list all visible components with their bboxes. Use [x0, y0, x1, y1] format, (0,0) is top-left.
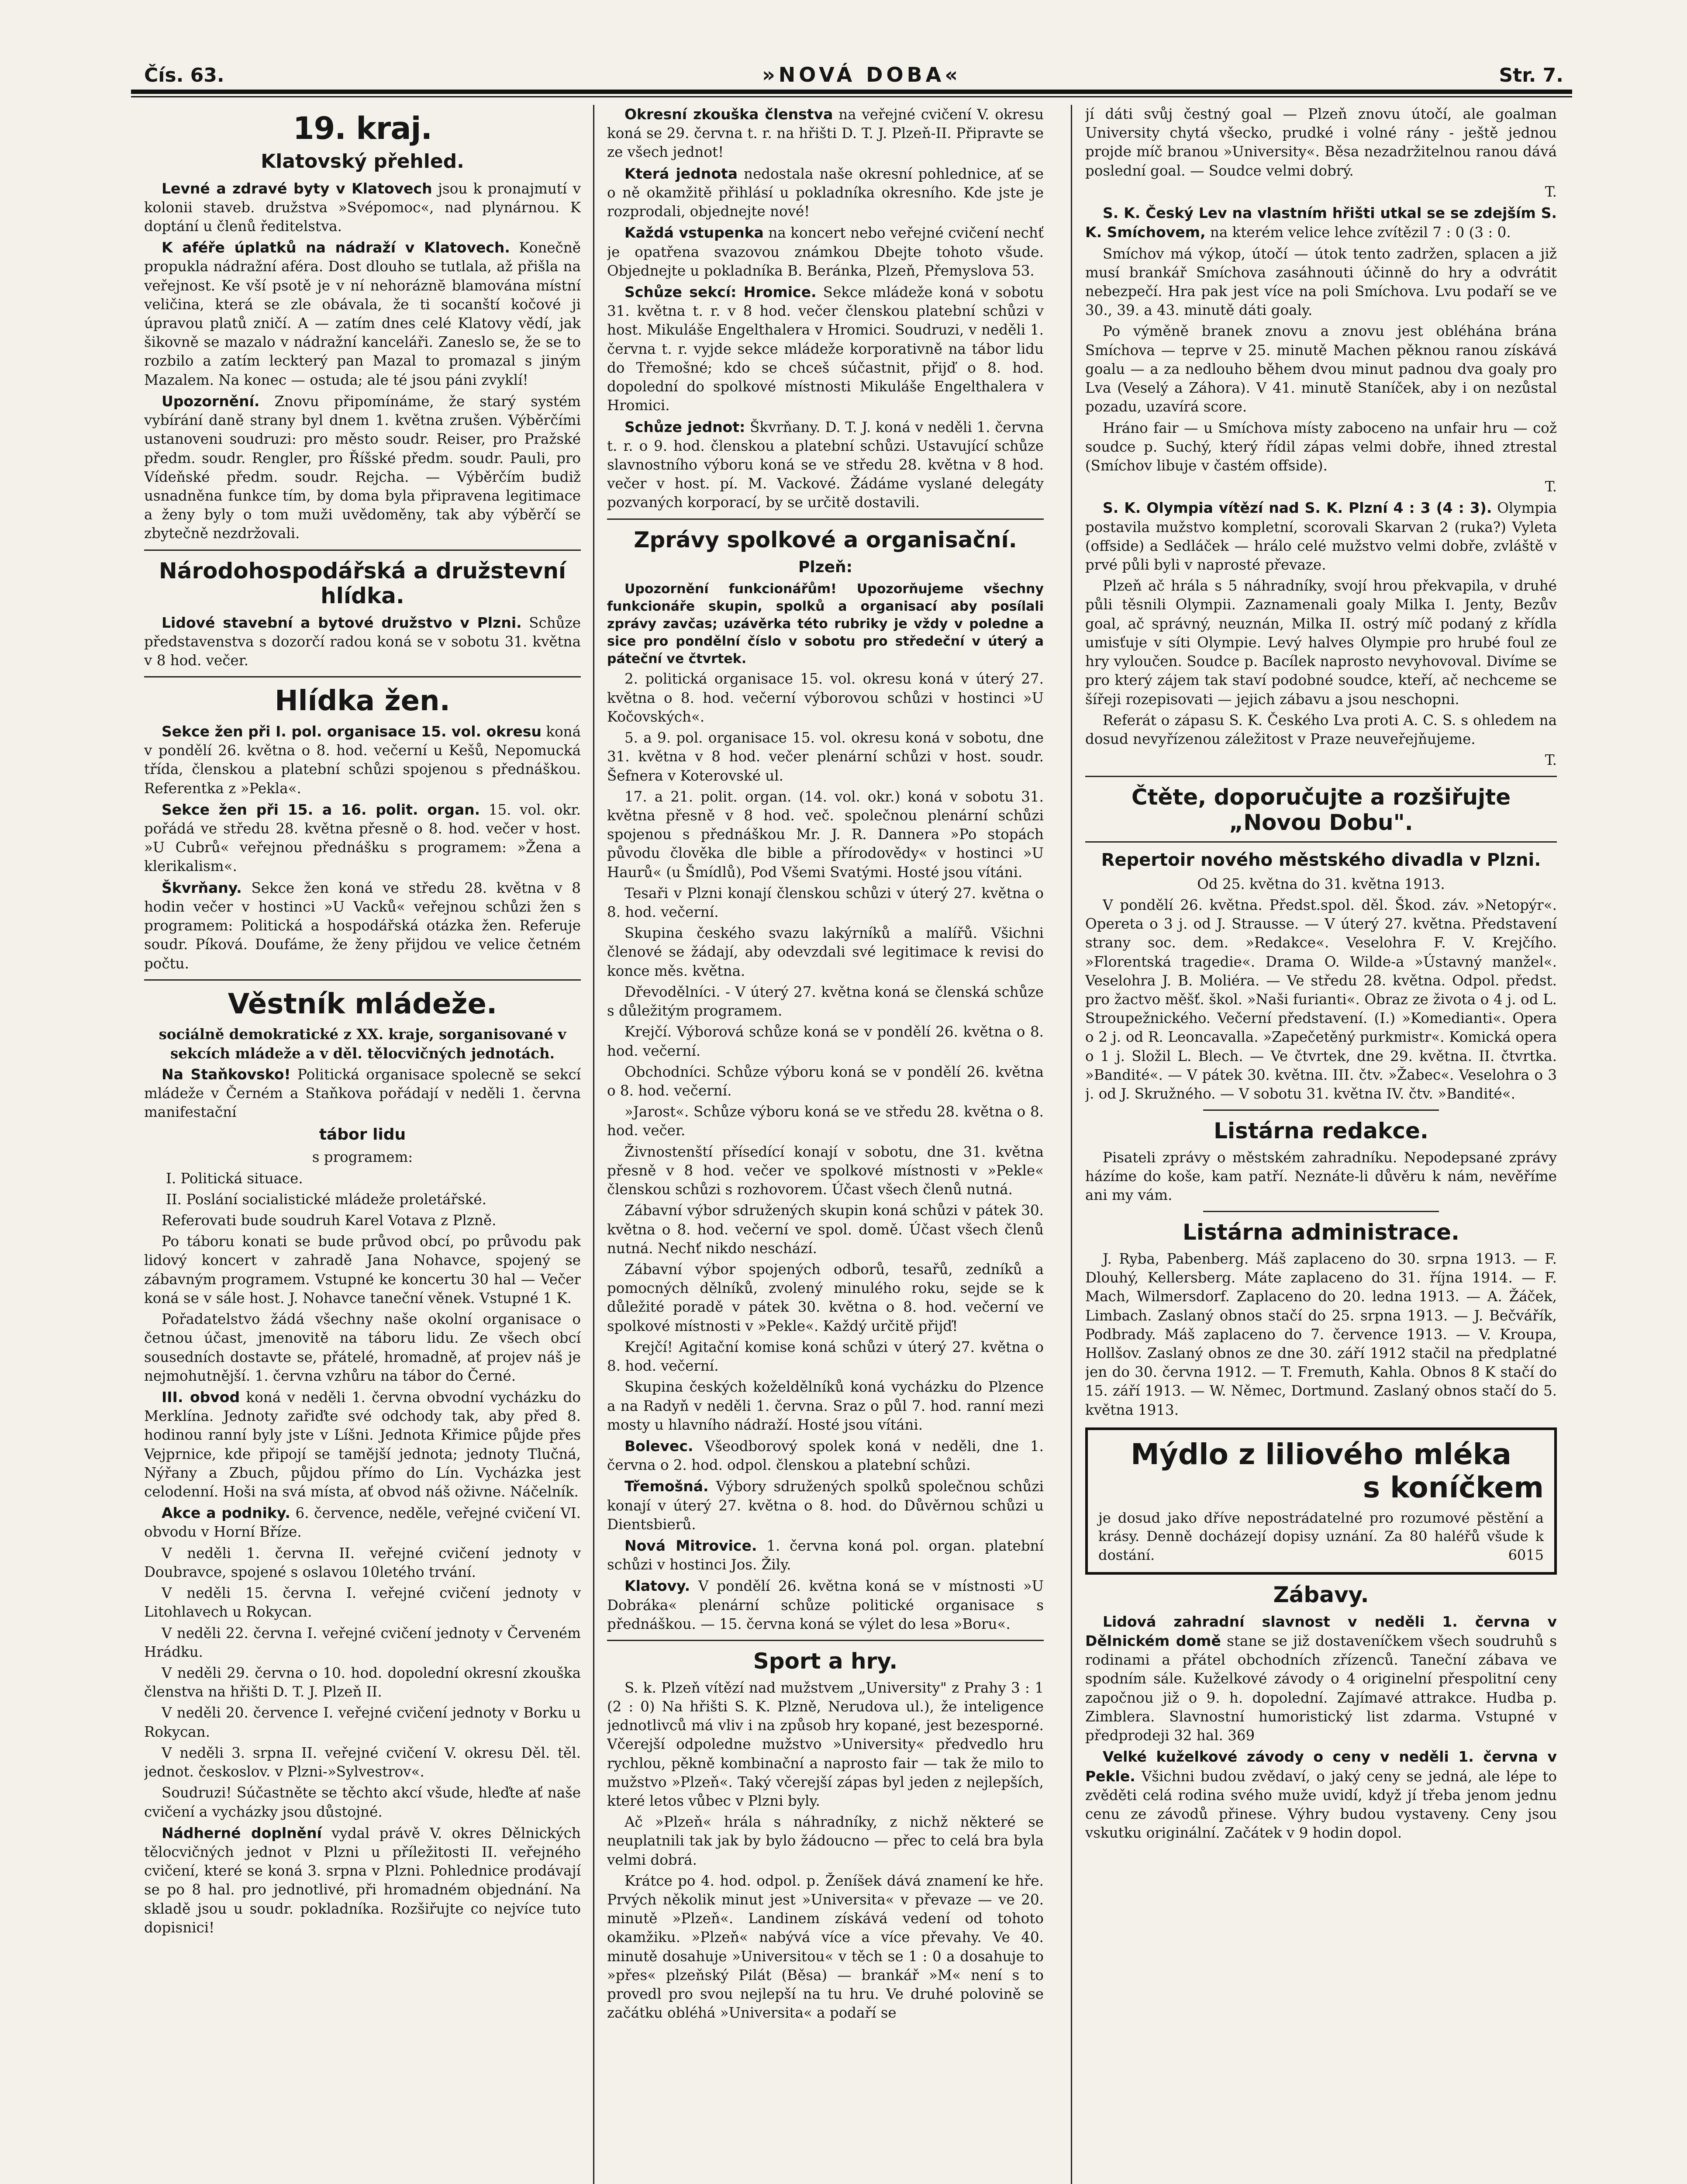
city-subheading: Plzeň:: [798, 558, 853, 577]
article-lead: Klatovy.: [624, 1577, 690, 1595]
article-lead: Škvrňany.: [162, 879, 242, 896]
column-1: [144, 105, 581, 2184]
article-lead: Lidová zahradní slavnost v neděli 1. června v Dělnickém domě: [1085, 1613, 1557, 1650]
article-lead: S. K. Český Lev na vlastním hřišti utkal se se zdejším S. K. Smíchovem,: [1085, 204, 1557, 241]
column-3: [1085, 105, 1557, 2184]
article-text: Soudruzi! Súčastněte se těchto akcí všude, hleďte ať naše cvičení a vycházky jsou důstojné.: [144, 1784, 581, 1820]
section-heading: Listárna administrace.: [1183, 1220, 1459, 1245]
article-text: Olympia postavila mužstvo kompletní, scorovali Skarvan 2 (ruka?) Vyleta (offside) a Sedláček — hrálo celé mužstvo velmi dobře, zvláště v prvé půli byli v naprosté převaze.: [1085, 500, 1557, 574]
article-lead: Každá vstupenka: [624, 224, 764, 242]
article: [607, 283, 1044, 415]
article-text: V neděli 3. srpna II. veřejné cvičení V. okresu Děl. těl. jednot. českoslov. v Plzni-»Sylvestrov«.: [144, 1744, 581, 1780]
article-text: V neděli 20. července I. veřejné cvičení jednoty v Borku u Rokycan.: [144, 1704, 581, 1740]
header-rule: [131, 90, 1572, 94]
article-text: Všichni budou zvědaví, o jaký ceny se jedná, ale lépe to zvěděti celá rodina svého muže uvidí, když jí třeba jenom jednu cenu ze závodů přinese. Výhry budou vystaveny. Ceny jsou vskutku originální. Začátek v 9 hodin dopol.: [1085, 1768, 1557, 1842]
article: [144, 179, 581, 236]
article-text: 15. vol. okr. pořádá ve středu 28. května přesně o 8. hod. večer v host. »U Cubrů« veřejnou přednášku s programem: »Žena a klerikalism«.: [144, 801, 581, 875]
theatre-heading: Repertoir nového městského divadla v Plzni.: [1101, 850, 1541, 871]
article-text: na koncert nebo veřejné cvičení nechť je opatřena svazovou známkou Dbejte tohoto všude. Objednejte u pokladníka B. Beránka, Plzeň, Přemyslova 53.: [607, 225, 1044, 279]
article-text: Po výměně branek znovu a znovu jest obléhána brána Smíchova — teprve v 25. minutě Machen pěknou ranou získává goalu — a za nedlouho během dvou minut padnou dva goaly pro Lva (Veselý a Záhora). V 41. minutě Staníček, aby i on nezůstal pozadu, uzavírá score.: [1085, 323, 1557, 415]
section-heading: Sport a hry.: [753, 1648, 898, 1674]
article-text: koná v neděli 1. června obvodní vycházku do Merklína. Jednoty zařiďte své odchody tak, aby před 8. hodinou ranní byly jste v Líšni. Jednota Křimice půjde přes Vejprnice, kde připojí se tamější jednota; jednoty Tlučná, Nýřany a Zbuch, půjdou přímo do Lín. Vycházka jest celodenní. Hoši na svá místa, ať obvod náš oživne. Náčelník.: [144, 1389, 581, 1500]
region-subheading: Klatovský přehled.: [261, 150, 464, 173]
article-text: Pisateli zprávy o městském zahradníku. Nepodepsané zprávy házíme do koše, kam patří. Neznáte-li důvěru k nám, nevěříme ani my vám.: [1085, 1149, 1557, 1204]
article-lead: Nádherné doplnění: [162, 1824, 322, 1842]
issue-number: Čís. 63.: [144, 64, 224, 86]
advertisement-body: je dosud jako dříve nepostrádatelné pro rozumové pěstění a krásy. Denně docházejí dopisy uznání. Za 80 haléřů všude k dostání.: [1098, 1509, 1544, 1563]
section-divider: [1203, 1211, 1439, 1212]
signature: T.: [1545, 183, 1557, 200]
article-text: Konečně propukla nádražní aféra. Dost dlouho se tutlala, až přišla na veřejnost. Ke vší psotě je v ní nehoráznĕ blamována místní veličina, která se zle obávala, že ti socanští kočové ji úpravou platů zničí. A — zatím dnes celé Klatovy vědí, jak šikovně se mazalo v nádražní kanceláři. Zaneslo se, že se to rozbilo a zatím leckterý pan Mazal to promazal s jiným Mazalem. Na konec — ostuda; ale té jsou páni zvyklí!: [144, 239, 581, 388]
region-heading: 19. kraj.: [293, 111, 432, 146]
theatre-date-range: Od 25. května do 31. května 1913.: [1197, 875, 1445, 892]
article-text: Smíchov má výkop, útočí — útok tento zadržen, splacen a již musí brankář Smíchova zasáhnouti účinně do hry a odvrátit nebezpečí. Hra pak jest více na poli Smíchova. Lvu podaří se ve 30., 39. a 43. minutě dáti goaly.: [1085, 245, 1557, 319]
article-lead: Schůze sekcí: Hromice.: [624, 283, 817, 301]
advertisement-title: s koníčkem: [1363, 1470, 1544, 1504]
article-text: V neděli 22. června I. veřejné cvičení jednoty v Červeném Hrádku.: [144, 1624, 581, 1660]
article-text: vydal právě V. okres Dělnických tělocvičných jednot v Plzni u příležitosti II. veřejného cvičení, které se koná 3. srpna v Plzni. Pohlednice prodávají se po 8 hal. pro jednotlivé, při hromadném objednání. Na skladě jsou u soudr. pokladníka. Rozšiřujte co nejvíce tuto dopisnici!: [144, 1825, 581, 1936]
article-lead: K aféře úplatků na nádraží v Klatovech.: [162, 239, 510, 256]
theatre-program: V pondělí 26. května. Předst.spol. děl. Škod. záv. »Netopýr«. Opereta o 3 j. od J. Strausse. — V úterý 27. května. Představení strany soc. dem. »Redakce«. Veselohra F. V. Krejčího. »Florentská tragedie«. Drama O. Wilde-a »Ústavný manžel«. Veselohra J. B. Moliéra. — Ve středu 28. května. Odpol. předst. pro žactvo měšť. škol. »Naši furianti«. Obraz ze života o 4 j. od L. Stroupežnického. Večerní představení. (I.) »Komedianti«. Opera o 2 j. od R. Leoncavalla. »Zapečetěný purkmistr«. Komická opera o 1 j. Složil L. Blech. — Ve čtvrtek, dne 29. května. II. čtvrtka. »Bandité«. — V pátek 30. května. III. čtv. »Žabec«. Veselohra o 3 j. od J. Skružného. — V sobotu 31. května IV. čtv. »Bandité«.: [1085, 896, 1557, 1102]
article-text: Hráno fair — u Smíchova místy zaboceno na unfair hru — což soudce p. Suchý, který řídil zápas velmi dobře, ihned ztrestal (Smíchov libuje v častém offside).: [1085, 419, 1557, 474]
section-divider: [144, 676, 581, 677]
article: [607, 1477, 1044, 1534]
advertisement-code: 369: [1228, 1727, 1255, 1744]
article: [607, 1437, 1044, 1475]
article: [607, 418, 1044, 512]
article-lead: Akce a podniky.: [162, 1504, 290, 1522]
article-text: Sekce mládeže koná v sobotu 31. května t. r. v 8 hod. večer členskou platební schůzi v host. Mikuláše Engelthalera v Hromici. Soudruzi, v neděli 1. června t. r. vyjde sekce mládeže korporativně na tábor lidu do Třemošné; kdo se chceš súčastnit, přijď o 8. hod. dopolední do spolkové místnosti Mikuláše Engelthalera v Hromici.: [607, 283, 1044, 414]
article-text: Referát o zápasu S. K. Českého Lva proti A. C. S. s ohledem na dosud nevyřízenou záležitost v Praze neuveřejňujeme.: [1085, 712, 1557, 747]
article-lead: Schůze jednot:: [624, 418, 745, 435]
article: [144, 722, 581, 798]
article-lead: Která jednota: [624, 165, 738, 182]
article-text: Plzeň ač hrála s 5 náhradníky, svojí hrou překvapila, v druhé půli těsnili Olympii. Zaznamenali goaly Milka I. Jenty, Bezův goal, ač správný, neuznán, Milka II. ostrý míč podaný z křídla umisťuje v síti Olympie. Levý halves Olympie pro hrubé foul ze hry vyloučen. Soudce p. Bacílek naprosto nevyhovoval. Divíme se pro který zájem tak staví podobné soudce, kteří, ač nechceme se šířeji rozepisovati — jejich zábavu a jsou neschopni.: [1085, 577, 1557, 708]
section-divider: [144, 549, 581, 551]
program-label: s programem:: [312, 1149, 413, 1166]
section-divider: [144, 979, 581, 981]
article-text: S. k. Plzeň vítězí nad mužstvem „University" z Prahy 3 : 1 (2 : 0) Na hřišti S. K. Plzně, Nerudova ul.), že inteligence jednotlivců má vliv i na způsob hry kopané, jest bezesporné. Včerejší odpoledne mužstvo »University« předvedlo hru rychlou, pěkně kombinační a naprosto fair — tak že milo to mužstvo »Plzeň«. Taký včerejší zápas byl jeden z nejlepších, které letos vůbec v Plzni byly.: [607, 1679, 1044, 1809]
article: [1085, 498, 1557, 574]
article: [144, 613, 581, 670]
article-text: Dřevodělníci. - V úterý 27. května koná se členská schůze s důležitým programem.: [607, 983, 1044, 1019]
article-lead: Na Staňkovsko!: [162, 1065, 291, 1083]
article-text: nedostala naše okresní pohlednice, ať se o ně okamžitě přihlásí u pokladníka okresního. Kde jste je rozprodali, objednejte nové!: [607, 165, 1044, 220]
article-text: V neděli 15. června I. veřejné cvičení jednoty v Litohlavech u Rokycan.: [144, 1585, 581, 1621]
article-text: Krátce po 4. hod. odpol. p. Ženíšek dává znamení ke hře. Prvých několik minut jest »Universita« v převaze — ve 20. minutě »Plzeň«. Landinem získává vedení od tohoto okamžiku. »Plzeň« nabývá více a více převahy. Ve 40. minutě dosahuje »Universitou« v těch se 1 : 0 a dosahuje to »přes« plzeňský Pilát (Běsa) — brankář »M« není s to provedl pro svou nejlepší na tu hru. Ve druhé polovině se začátku obléhá »Universita« a podaří se: [607, 1872, 1044, 2022]
section-heading: Zprávy spolkové a organisační.: [634, 527, 1017, 553]
article-text: 5. a 9. pol. organisace 15. vol. okresu koná v sobotu, dne 31. května v 8 hod. večer plenární schůzi v host. soudr. Šefnera v Koterovské ul.: [607, 729, 1044, 784]
article-text: stane se již dostaveníčkem všech soudruhů s rodinami a přátel obchodních zřízenců. Taneční zábava ve spodním sále. Kuželkové závody o 4 originelní přespolitní ceny započnou již o 9. h. dopolední. Zajímavé attrakce. Hudba p. Zimblera. Slavnostní humoristický list zdarma. Vstupné v předprodeji 32 hal.: [1085, 1633, 1557, 1744]
article: [144, 800, 581, 876]
article-text: J. Ryba, Pabenberg. Máš zaplaceno do 30. srpna 1913. — F. Dlouhý, Kellersberg. Máte zaplaceno do 31. října 1914. — F. Mach, Wilmersdorf. Zaplaceno do 20. ledna 1913. — A. Žáček, Limbach. Zaslaný obnos stačí do 25. srpna 1913. — J. Bečvářík, Podbrady. Máš zaplaceno do 7. července 1913. — V. Kroupa, Hollšov. Zaslaný obnos ze dne 30. září 1912 stačil na předplatné jen do 30. června 1912. — T. Fremuth, Kahla. Obnos 8 K stačí do 15. září 1913. — W. Němec, Dortmund. Zaslaný obnos stačí do 5. května 1913.: [1085, 1250, 1557, 1418]
article: [144, 392, 581, 543]
article-lead: Upozornění.: [162, 392, 260, 410]
article-lead: III. obvod: [162, 1388, 240, 1406]
article: [144, 878, 581, 973]
section-heading: Listárna redakce.: [1214, 1118, 1428, 1144]
article-text: Ač »Plzeň« hrála s náhradníky, z nichž některé se neuplatnili tak jak by bylo žádoucno — přec to celá bra byla velmi dobrá.: [607, 1814, 1044, 1868]
article-text: Sekce žen koná ve středu 28. května v 8 hodin večer v hostinci »U Vacků« veřejnou schůzi žen s programem: Politická a hospodářská otázka žen. Referuje soudr. Píková. Doufáme, že ženy přijdou ve velice četném počtu.: [144, 879, 581, 972]
section-subheading: sociálně demokratické z XX. kraje, sorganisované v sekcích mládeže a v děl. tělocvičných jednotách.: [159, 1026, 566, 1062]
signature: T.: [1545, 752, 1557, 769]
article-text: jí dáti svůj čestný goal — Plzeň znovu útočí, ale goalman University chytá všecko, prudké i volné rány - ještě jednou projde míč branou »University«. Běsa nezadržitelnou ranou dává poslední goal. — Soudce velmi dobrý.: [1085, 106, 1557, 179]
article: [144, 1503, 581, 1541]
notice-lead: Upozornění funkcionářům! Upozorňujeme všechny funkcionáře skupin, spolků a organisací aby posílali zprávy zavčas; uzávěrka této rubriky je vždy v poledne a sice pro pondělní číslo v sobotu pro středeční v úterý a páteční ve čtvrtek.: [607, 581, 1044, 667]
column-divider: [593, 105, 594, 2184]
advertisement-text: [1098, 1509, 1544, 1565]
article-text: Všeodborový spolek koná v neděli, dne 1. června o 2. hod. odpol. členskou a platební schůzi.: [607, 1438, 1044, 1474]
page-number: Str. 7.: [1499, 64, 1563, 86]
section-divider: [607, 1640, 1044, 1641]
promo-heading: Čtěte, doporučujte a rozšiřujte „Novou Dobu".: [1131, 784, 1511, 835]
article-text: Výbory sdružených spolků společnou schůzi konají v úterý 27. května o 8. hod. do Důvěrnou schůzi u Dientsbierů.: [607, 1478, 1044, 1533]
article-text: Škvrňany. D. T. J. koná v neděli 1. června t. r. o 9. hod. členskou a platební schůzi. Ustavující schůze slavnostního výboru koná se ve středu 28. května v 8 hod. večer v host. pí. M. Vackové. Žádáme vyslané delegáty pozvaných korporací, by se určitě dostavili.: [607, 418, 1044, 511]
article-lead: Okresní zkouška členstva: [624, 106, 833, 123]
article-text: Obchodníci. Schůze výboru koná se v pondělí 26. května o 8. hod. večerní.: [607, 1063, 1044, 1099]
article-text: Politická organisace spolecně se sekcí mládeže v Černém a Staňkova pořádají v neděli 1. června manifestační: [144, 1066, 581, 1121]
article-text: koná v pondělí 26. května o 8. hod. večerní u Kešů, Nepomucká třída, členskou a platební schůzi spojenou s přednáškou. Referentka z »Pekla«.: [144, 723, 581, 797]
article-text: Krejčí! Agitační komise koná schůzi v úterý 27. května o 8. hod. večerní.: [607, 1338, 1044, 1375]
article: [144, 1824, 581, 1937]
article-text: Krejčí. Výborová schůze koná se v pondělí 26. května o 8. hod. večerní.: [607, 1023, 1044, 1059]
signature: T.: [1545, 478, 1557, 495]
agenda-item: II. Poslání socialistické mládeže proletářské.: [166, 1191, 486, 1208]
article-text: 6. července, neděle, veřejné cvičení VI. obvodu v Horní Bříze.: [144, 1505, 581, 1541]
article-text: Po táboru konati se bude průvod obcí, po průvodu pak lidový koncert v zahradě Jana Nohavce, spojený se zábavným programem. Vstupné ke koncertu 30 hal — Večer koná se v sále host. J. Nohavce taneční věnek. Vstupné 1 K.: [144, 1233, 581, 1306]
article-text: na kterém velice lehce zvítězil 7 : 0 (3 : 0.: [1205, 224, 1511, 241]
article: [607, 164, 1044, 221]
section-divider: [1085, 776, 1557, 777]
advertisement-title: Mýdlo z liliového mléka: [1131, 1437, 1511, 1471]
article: [1085, 1612, 1557, 1745]
article-text: Tesaři v Plzni konají členskou schůzi v úterý 27. května o 8. hod. večerní.: [607, 885, 1044, 921]
article: [144, 1388, 581, 1501]
section-heading: Zábavy.: [1273, 1582, 1369, 1608]
article-lead: Nová Mitrovice.: [624, 1537, 757, 1555]
article-lead: S. K. Olympia vítězí nad S. K. Plzní 4 : 3 (4 : 3).: [1103, 499, 1492, 517]
article: [144, 238, 581, 390]
article: [607, 1536, 1044, 1574]
article-text: Živnostenští přísedící konají v sobotu, dne 31. května přesně v 8 hod. večer ve spolkové místnosti v »Pekle« členskou schůzi s rozhovorem. Účast všech členů nutná.: [607, 1143, 1044, 1198]
article-lead: Lidové stavební a bytové družstvo v Plzni.: [162, 614, 522, 631]
article-text: V neděli 1. června II. veřejné cvičení jednoty v Doubravce, spojené s oslavou 10letého trvání.: [144, 1545, 581, 1580]
article-text: 1. června koná pol. organ. platební schůzi v hostinci Jos. Žily.: [607, 1538, 1044, 1573]
article-text: Pořadatelstvo žádá všechny naše okolní organisace o četnou účast, jmenovitě na táboru lidu. Ze všech obcí sousedních dostavte se, přátelé, hromadně, ať projev náš je nejmohutnější. 1. června vzhůru na tábor do Černé.: [144, 1311, 581, 1384]
section-heading: Národohospodářská a družstevní hlídka.: [159, 558, 566, 609]
article-text: Zábavní výbor spojených odborů, tesařů, zedníků a pomocných dělníků, zvolený minulého roku, sejde se k důležité poradě v pátek 30. května o 8. hod. večerní ve spolkové místnosti v »Pekle«. Každý určitě přijď!: [607, 1261, 1044, 1334]
section-heading: Věstník mládeže.: [228, 988, 497, 1020]
advertisement-code: 6015: [1508, 1546, 1544, 1563]
article-text: »Jarost«. Schůze výboru koná se ve středu 28. května o 8. hod. večer.: [607, 1103, 1044, 1139]
article-lead: Třemošná.: [624, 1478, 709, 1495]
section-divider: [1085, 841, 1557, 843]
article: [607, 223, 1044, 280]
article-text: V neděli 29. června o 10. hod. dopolední okresní zkouška členstva na hřišti D. T. J. Plzeň II.: [144, 1665, 581, 1700]
article: [607, 1576, 1044, 1634]
article-text: Referovati bude soudruh Karel Votava z Plzně.: [162, 1212, 497, 1229]
newspaper-title: »NOVÁ DOBA«: [762, 63, 961, 86]
section-divider: [1203, 1109, 1439, 1111]
article: [144, 1065, 581, 1122]
section-divider: [607, 518, 1044, 520]
article-text: 2. politická organisace 15. vol. okresu koná v úterý 27. května o 8. hod. večerní výborovou schůzi v hostinci »U Kočovských«.: [607, 670, 1044, 725]
article-text: Znovu připomínáme, že starý systém vybírání daně strany byl dnem 1. května zrušen. Výběrčími ustanoveni soudruzi: pro město soudr. Reiser, pro Pražské předm. soudr. Rengler, pro Říšské předm. soudr. Pauli, pro Vídeňské předm. soudr. Rejcha. — Výběrčím budiž usnadněna funkce tím, by doma byla připravena legitimace a ženy byly o tom muži uvědoměny, tak aby výběrčí se zbytečně nezdržovali.: [144, 393, 581, 542]
article-text: Skupina českého svazu lakýrníků a malířů. Všichni členové se žádají, aby odevzdali své legitimace k revisi do konce měs. května.: [607, 925, 1044, 979]
article-lead: Velké kuželkové závody o ceny v neděli 1. června v Pekle.: [1085, 1748, 1557, 1785]
article-text: na veřejné cvičení V. okresu koná se 29. června t. r. na hřišti D. T. J. Plzeň-II. Připravte se ze všech jednot!: [607, 106, 1044, 161]
article: [1085, 1747, 1557, 1842]
article: [607, 105, 1044, 162]
article-text: Schůze představenstva s dozorčí radou koná se v sobotu 31. května v 8 hod. večer.: [144, 614, 581, 669]
article-lead: Bolevec.: [624, 1437, 693, 1455]
article-text: Zábavní výbor sdružených skupin koná schůzi v pátek 30. května o 8. hod. večerní ve spol. domě. Účast všech členů nutná. Nechť nikdo neschází.: [607, 1202, 1044, 1257]
article-text: V pondělí 26. května koná se v místnosti »U Dobráka« plenární schůze politické organisace s přednáškou. — 15. června koná se výlet do lesa »Boru«.: [607, 1578, 1044, 1632]
article-lead: Levné a zdravé byty v Klatovech: [162, 180, 432, 197]
advertisement-box: [1085, 1427, 1557, 1575]
article: [1085, 204, 1557, 242]
article-text: 17. a 21. polit. organ. (14. vol. okr.) koná v sobotu 31. května přesně v 8 hod. več. společnou plenární schůzi spojenou s přednáškou Mr. J. R. Dannera »Po stopách původu člověka dle bible a přírodovědy« v hostinci »U Haurů« (u Šmídlů), Pod Všemi Svatými. Hosté jsou vítáni.: [607, 788, 1044, 881]
column-divider: [1071, 105, 1072, 2184]
article-lead: Sekce žen při 15. a 16. polit. organ.: [162, 801, 480, 818]
article-text: jsou k pronajmutí v kolonii staveb. družstva »Svépomoc«, nad plynárnou. K doptání u členů ředitelstva.: [144, 180, 581, 235]
section-heading: Hlídka žen.: [275, 685, 450, 718]
event-title: tábor lidu: [319, 1126, 406, 1144]
article-lead: Sekce žen při I. pol. organisace 15. vol. okresu: [162, 722, 542, 740]
column-2: [607, 105, 1044, 2184]
article-text: Skupina českých koželdělníků koná vycházku do Plzence a na Radyň v neděli 1. června. Sraz o půl 7. hod. ranní mezi mosty u hlavního nádraží. Hosté jsou vítáni.: [607, 1379, 1044, 1433]
agenda-item: I. Politická situace.: [166, 1170, 303, 1187]
page-header: [144, 56, 1563, 86]
header-rule-thin: [131, 96, 1572, 97]
